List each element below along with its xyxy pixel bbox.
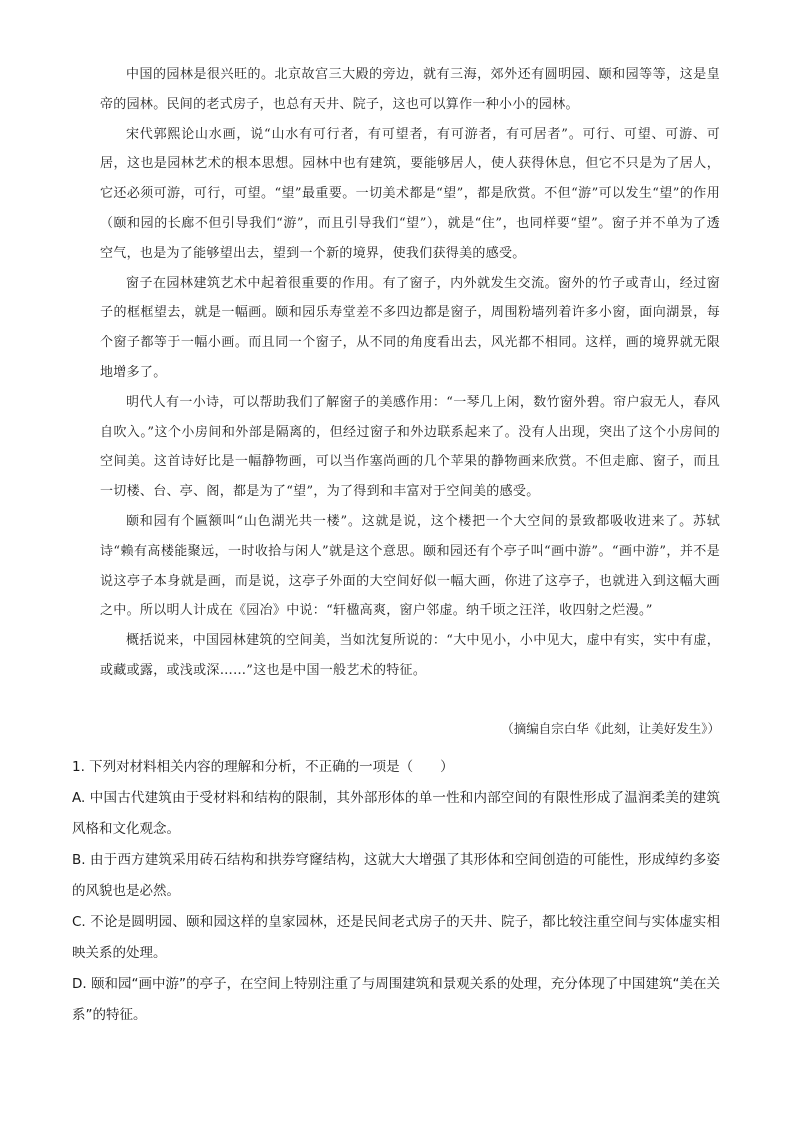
reading-passage xyxy=(100,60,720,686)
option-c: C. 不论是圆明园、颐和园这样的皇家园林，还是民间老式房子的天井、院子，都比较注重空间与实体虚实相映关系的处理。 xyxy=(72,914,720,961)
passage-paragraph-2: 宋代郭熙论山水画，说“山水有可行者，有可望者，有可游者，有可居者”。可行、可望、可游、可居，这也是园林艺术的根本思想。园林中也有建筑，要能够居人，使人获得休息，但它不只是为了居人，它还必须可游，可行，可望。“望”最重要。一切美术都是“望”，都是欣赏。不但“游”可以发生“望”的作用（颐和园的长廊不但引导我们“游”，而且引导我们“望”），就是“住”，也同样要“望”。窗子并不单为了透空气，也是为了能够望出去，望到一个新的境界，使我们获得美的感受。 xyxy=(100,126,720,261)
question-stem: 1. 下列对材料相关内容的理解和分析，不正确的一项是（ ） xyxy=(72,759,454,775)
passage-paragraph-1: 中国的园林是很兴旺的。北京故宫三大殿的旁边，就有三海，郊外还有圆明园、颐和园等等，这是皇帝的园林。民间的老式房子，也总有天井、院子，这也可以算作一种小小的园林。 xyxy=(100,67,720,112)
question-1 xyxy=(72,752,720,1031)
option-d: D. 颐和园“画中游”的亭子，在空间上特别注重了与周围建筑和景观关系的处理，充分体现了中国建筑“美在关系”的特征。 xyxy=(72,976,720,1023)
option-a: A. 中国古代建筑由于受材料和结构的限制，其外部形体的单一性和内部空间的有限性形成了温润柔美的建筑风格和文化观念。 xyxy=(72,790,720,837)
passage-source: （摘编自宗白华《此刻，让美好发生》） xyxy=(501,721,720,736)
option-b: B. 由于西方建筑采用砖石结构和拱券穹窿结构，这就大大增强了其形体和空间创造的可能性，形成绰约多姿的风貌也是必然。 xyxy=(72,852,720,899)
passage-paragraph-4: 明代人有一小诗，可以帮助我们了解窗子的美感作用：“一琴几上闲，数竹窗外碧。帘户寂无人，春风自吹入。”这个小房间和外部是隔离的，但经过窗子和外边联系起来了。没有人出现，突出了这个小房间的空间美。这首诗好比是一幅静物画，可以当作塞尚画的几个苹果的静物画来欣赏。不但走廊、窗子，而且一切楼、台、亭、阁，都是为了“望”，为了得到和丰富对于空间美的感受。 xyxy=(100,394,720,500)
passage-paragraph-3: 窗子在园林建筑艺术中起着很重要的作用。有了窗子，内外就发生交流。窗外的竹子或青山，经过窗子的框框望去，就是一幅画。颐和园乐寿堂差不多四边都是窗子，周围粉墙列着许多小窗，面向湖景，每个窗子都等于一幅小画。而且同一个窗子，从不同的角度看出去，风光都不相同。这样，画的境界就无限地增多了。 xyxy=(100,275,720,380)
passage-paragraph-5: 颐和园有个匾额叫“山色湖光共一楼”。这就是说，这个楼把一个大空间的景致都吸收进来了。苏轼诗“赖有高楼能聚远，一时收拾与闲人”就是这个意思。颐和园还有个亭子叫“画中游”。“画中游”，并不是说这亭子本身就是画，而是说，这亭子外面的大空间好似一幅大画，你进了这亭子，也就进入到这幅大画之中。所以明人计成在《园冶》中说：“轩楹高爽，窗户邻虚。纳千顷之汪洋，收四射之烂漫。” xyxy=(100,513,720,619)
passage-paragraph-6: 概括说来，中国园林建筑的空间美，当如沈复所说的：“大中见小，小中见大，虚中有实，实中有虚，或藏或露，或浅或深……”这也是中国一般艺术的特征。 xyxy=(100,633,720,678)
